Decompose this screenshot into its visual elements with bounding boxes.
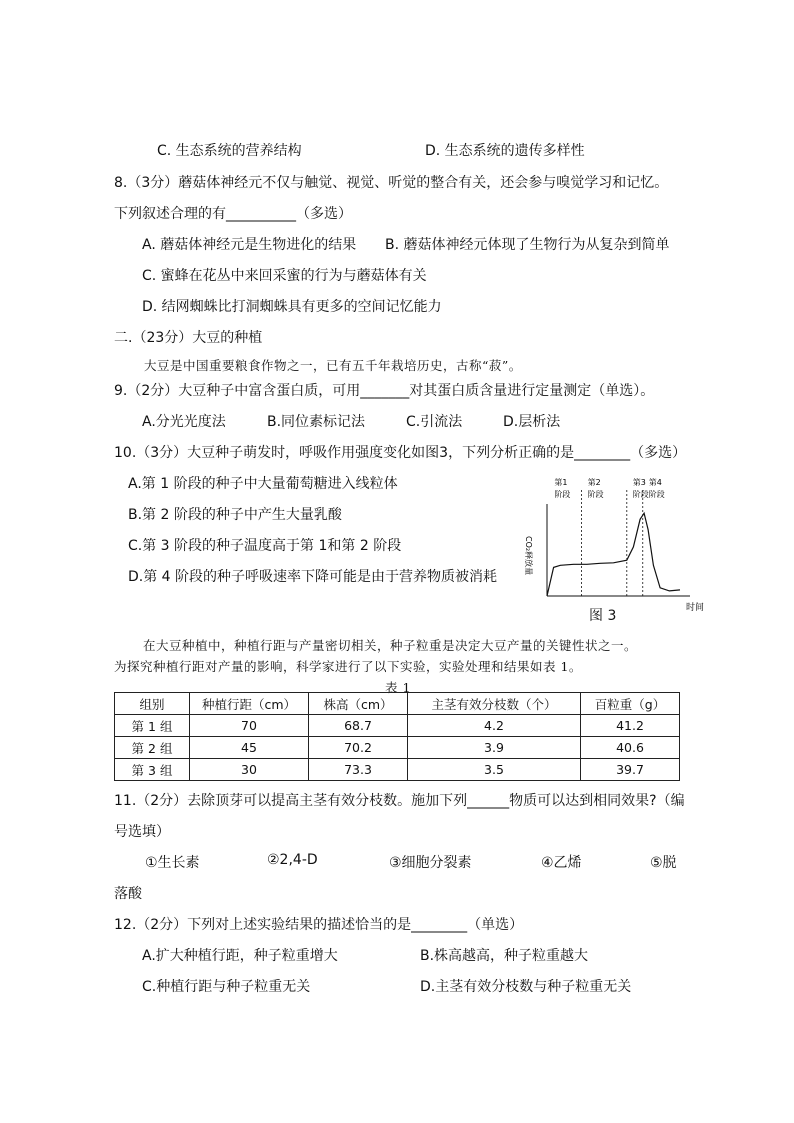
stage-label-word: 阶段: [554, 490, 571, 499]
table-cell: 39.7: [581, 759, 680, 781]
table-header-row: [115, 693, 680, 715]
stage-label: 第4: [648, 478, 662, 487]
table-cell: 41.2: [581, 715, 680, 737]
q10-stem: 10.（3分）大豆种子萌发时，呼吸作用强度变化如图3，下列分析正确的是________（多选）: [114, 445, 687, 461]
q9-option-d: D.层析法: [503, 414, 561, 430]
table-cell: 70.2: [309, 737, 408, 759]
experiment-line1: 在大豆种植中，种植行距与产量密切相关，种子粒重是决定大豆产量的关键性状之一。: [143, 638, 638, 653]
table-cell: 73.3: [309, 759, 408, 781]
q12-option-a: A.扩大种植行距，种子粒重增大: [142, 948, 338, 964]
table-header: 百粒重（g）: [581, 693, 680, 715]
figure-3-chart: [500, 474, 715, 616]
table-cell: 3.9: [408, 737, 581, 759]
table-cell: 3.5: [408, 759, 581, 781]
table-cell: 第 3 组: [115, 759, 190, 781]
q8-option-d: D. 结网蜘蛛比打洞蜘蛛具有更多的空间记忆能力: [142, 299, 442, 315]
section-title: 二.（23分）大豆的种植: [114, 330, 263, 346]
q12-stem: 12.（2分）下列对上述实验结果的描述恰当的是________（单选）: [114, 917, 524, 933]
q8-option-a: A. 蘑菇体神经元是生物进化的结果: [142, 237, 357, 253]
stage-label: 第1: [554, 478, 568, 487]
table-cell: 68.7: [309, 715, 408, 737]
table-header: 株高（cm）: [309, 693, 408, 715]
q9-option-a: A.分光光度法: [142, 414, 226, 430]
q11-option-5: ⑤脱: [650, 855, 677, 871]
q8-option-c: C. 蜜蜂在花丛中来回采蜜的行为与蘑菇体有关: [142, 268, 427, 284]
q12-option-b: B.株高越高，种子粒重越大: [420, 948, 589, 964]
x-axis-label: 时间: [686, 603, 705, 613]
table-row: [115, 715, 680, 737]
q9-option-b: B.同位素标记法: [267, 414, 366, 430]
q10-option-b: B.第 2 阶段的种子中产生大量乳酸: [128, 507, 342, 523]
table-cell: 30: [190, 759, 309, 781]
option-7d: D. 生态系统的遗传多样性: [425, 143, 585, 159]
experiment-line2: 为探究种植行距对产量的影响，科学家进行了以下实验，实验处理和结果如表 1。: [114, 659, 582, 674]
q9-stem: 9.（2分）大豆种子中富含蛋白质，可用_______对其蛋白质含量进行定量测定（单选）。: [114, 383, 655, 399]
table-row: [115, 759, 680, 781]
table-1-title: 表 1: [385, 680, 411, 695]
table-cell: 第 2 组: [115, 737, 190, 759]
q10-option-d: D.第 4 阶段的种子呼吸速率下降可能是由于营养物质被消耗: [128, 569, 498, 585]
figure-3-caption: 图 3: [589, 608, 617, 624]
table-row: [115, 737, 680, 759]
q11-option-3: ③细胞分裂素: [389, 855, 472, 871]
stage-label-word: 阶段: [632, 490, 649, 499]
q11-option-5-cont: 落酸: [114, 886, 142, 902]
table-header: 组别: [115, 693, 190, 715]
table-cell: 40.6: [581, 737, 680, 759]
q8-option-b: B. 蘑菇体神经元体现了生物行为从复杂到简单: [385, 237, 670, 253]
q8-stem-line2: 下列叙述合理的有__________（多选）: [114, 206, 352, 222]
q10-option-c: C.第 3 阶段的种子温度高于第 1和第 2 阶段: [128, 538, 402, 554]
section-intro: 大豆是中国重要粮食作物之一，已有五千年栽培历史，古称“菽”。: [144, 358, 522, 373]
q12-option-c: C.种植行距与种子粒重无关: [142, 979, 311, 995]
co2-release-curve: [547, 513, 680, 596]
table-cell: 45: [190, 737, 309, 759]
y-axis-label: CO₂释放量: [524, 536, 533, 576]
table-1: [114, 692, 680, 781]
q9-option-c: C.引流法: [406, 414, 463, 430]
stage-label-word: 阶段: [587, 490, 604, 499]
q11-stem-line1: 11.（2分）去除顶芽可以提高主茎有效分枝数。施加下列______物质可以达到相同效果?（编: [114, 793, 685, 809]
table-cell: 70: [190, 715, 309, 737]
q10-option-a: A.第 1 阶段的种子中大量葡萄糖进入线粒体: [128, 476, 398, 492]
stage-label: 第2: [587, 478, 601, 487]
option-7c: C. 生态系统的营养结构: [157, 143, 302, 159]
q11-option-1: ①生长素: [145, 855, 200, 871]
q11-option-2: ②2,4-D: [267, 852, 318, 868]
table-header: 主茎有效分枝数（个）: [408, 693, 581, 715]
stage-label-word: 阶段: [648, 490, 665, 499]
table-cell: 第 1 组: [115, 715, 190, 737]
stage-label: 第3: [632, 478, 646, 487]
table-header: 种植行距（cm）: [190, 693, 309, 715]
q8-stem-line1: 8.（3分）蘑菇体神经元不仅与触觉、视觉、听觉的整合有关，还会参与嗅觉学习和记忆。: [114, 175, 669, 191]
q11-stem-line2: 号选填）: [114, 824, 170, 840]
table-cell: 4.2: [408, 715, 581, 737]
q11-option-4: ④乙烯: [541, 855, 582, 871]
q12-option-d: D.主茎有效分枝数与种子粒重无关: [420, 979, 632, 995]
